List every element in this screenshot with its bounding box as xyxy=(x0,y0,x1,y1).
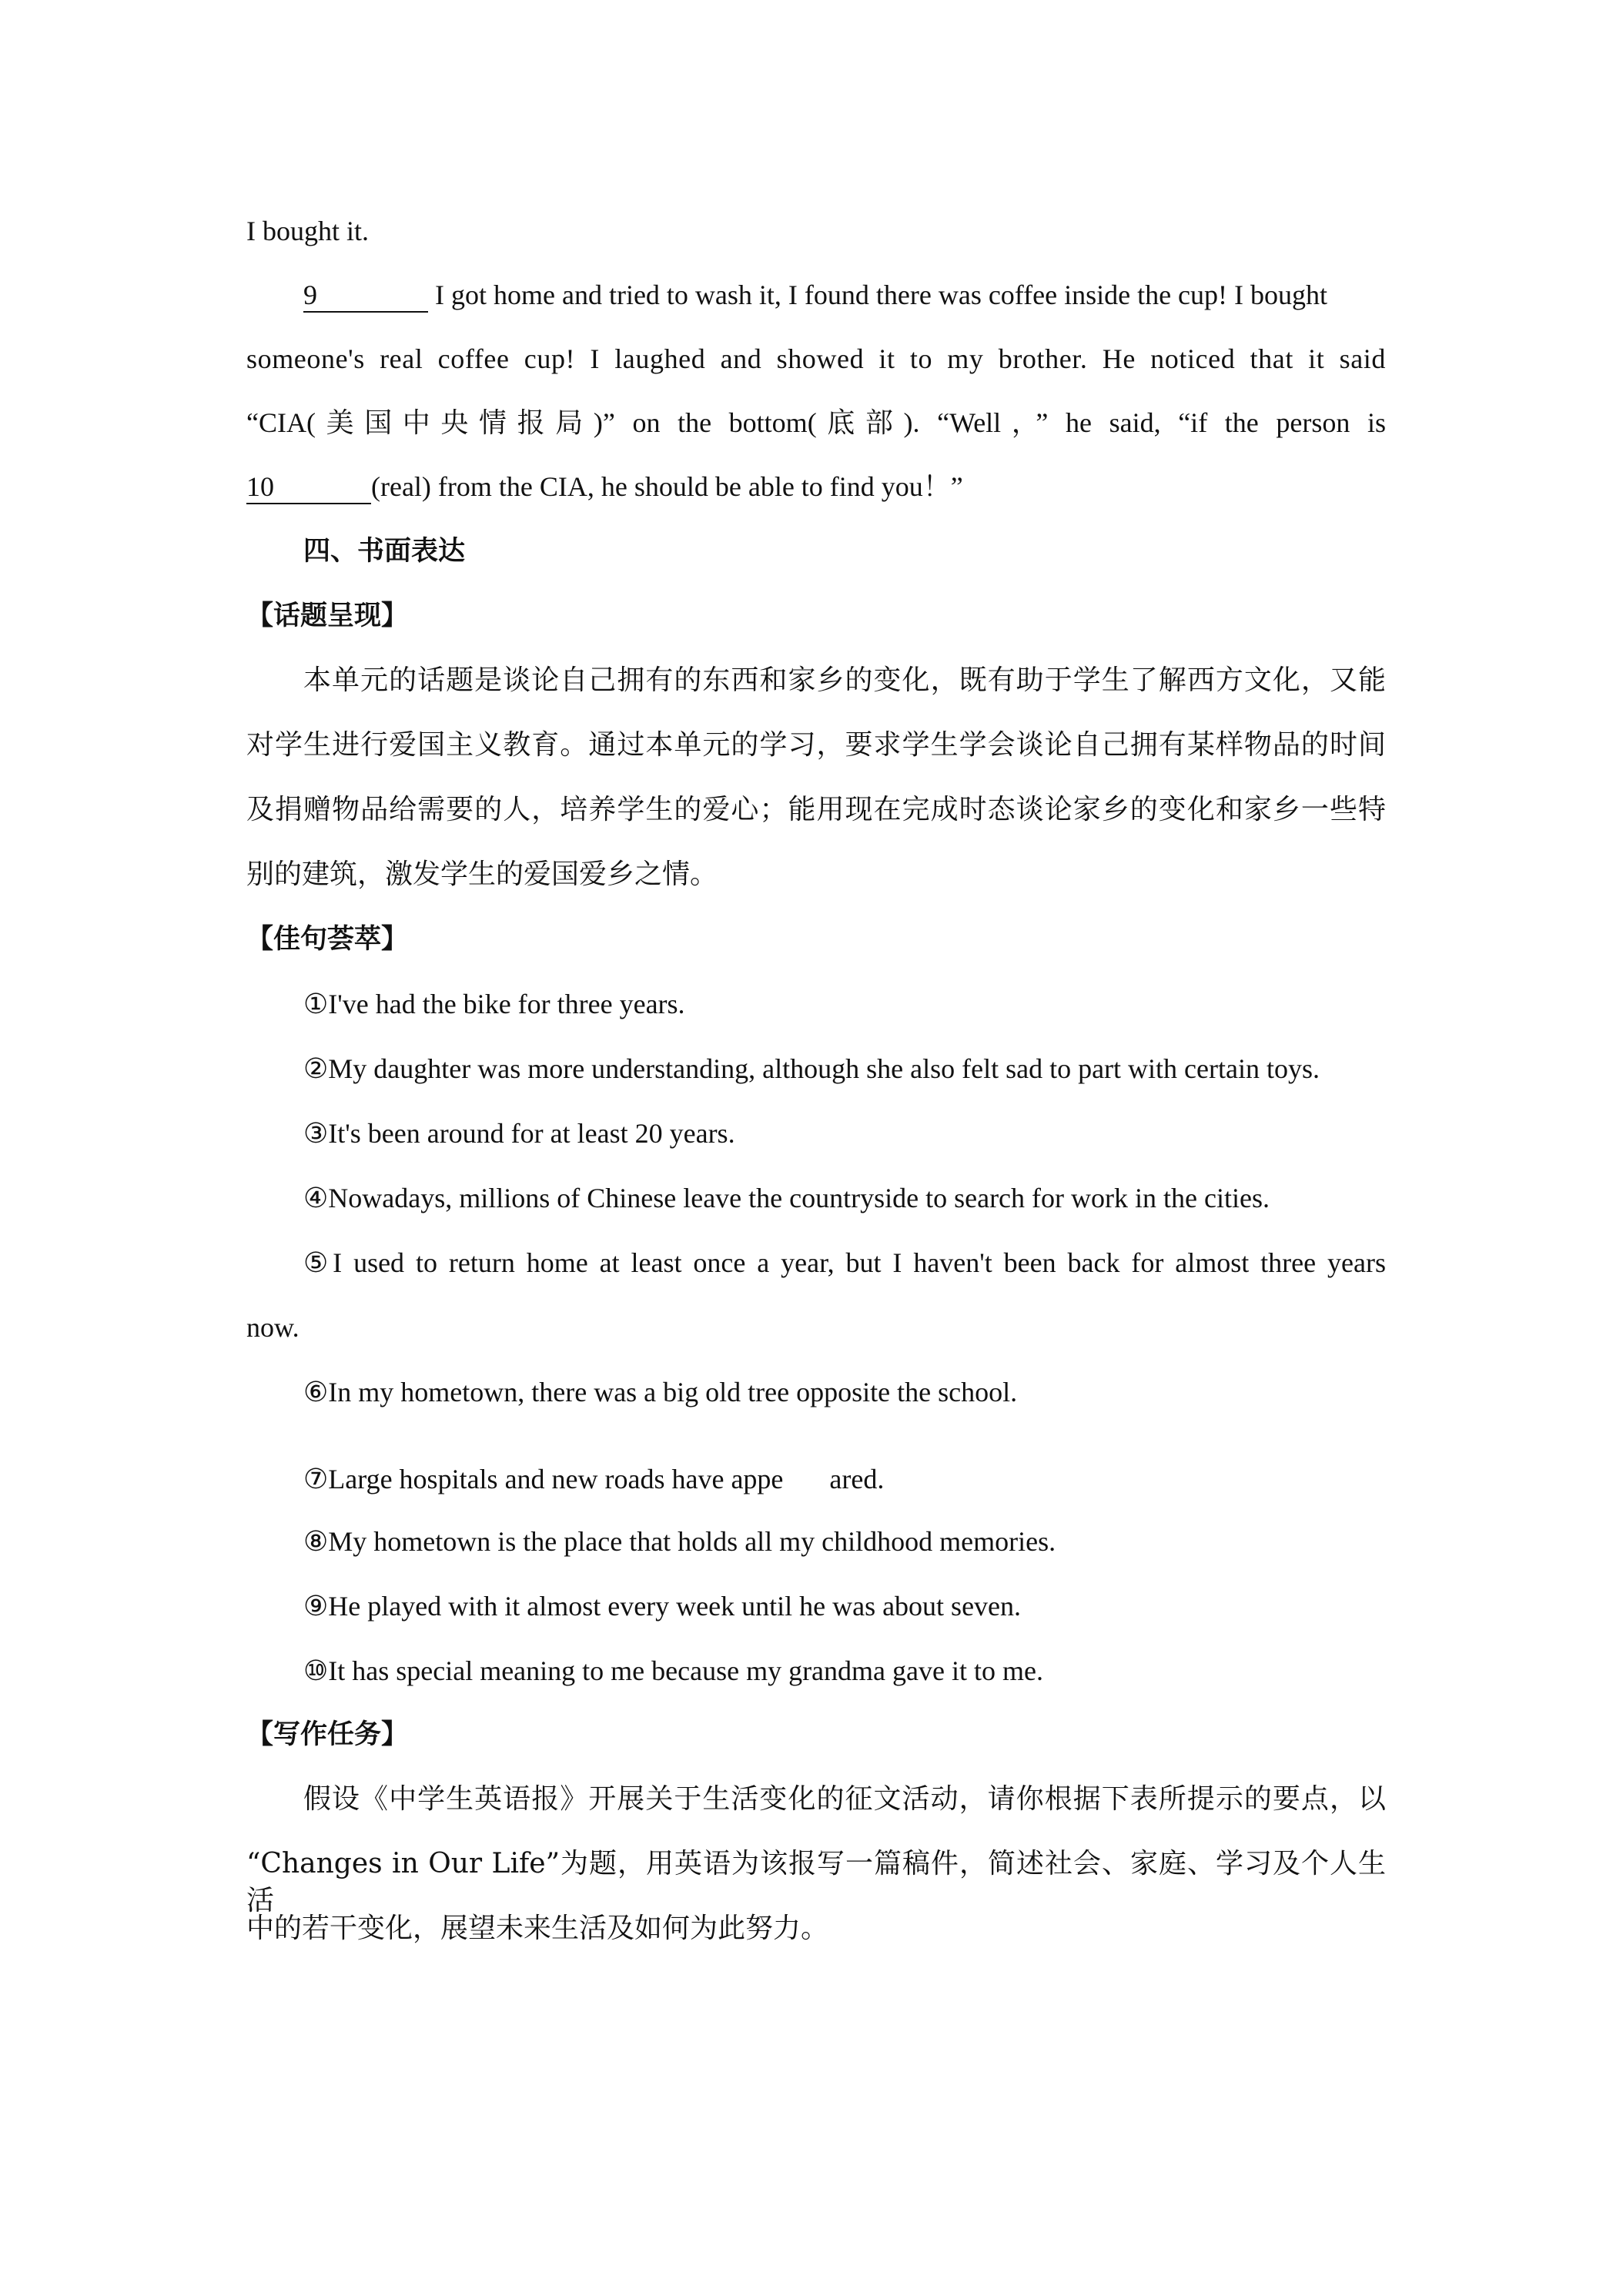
passage-line-2 xyxy=(303,276,1386,313)
sentence-3 xyxy=(303,1115,1386,1152)
question-9-blank[interactable] xyxy=(303,279,428,313)
sentence-text: ⑦Large hospitals and new roads have appe xyxy=(303,1464,784,1494)
topic-line-2 xyxy=(246,727,1386,764)
sentence-text: ⑨He played with it almost every week until he was about seven. xyxy=(303,1591,1022,1622)
sentence-8 xyxy=(303,1523,1386,1560)
sentence-text: ⑤I used to return home at least once a year, but I haven't been back for almost three years xyxy=(303,1247,1386,1278)
sentences-heading-text: 【佳句荟萃】 xyxy=(246,924,409,955)
topic-text: 别的建筑，激发学生的爱国爱乡之情。 xyxy=(246,858,718,890)
passage-text: (real) from the CIA, he should be able to find you！” xyxy=(371,471,963,502)
task-line-2 xyxy=(246,1846,1386,1919)
sentence-text: ⑥In my hometown, there was a big old tree opposite the school. xyxy=(303,1377,1018,1407)
sentence-2 xyxy=(303,1050,1386,1087)
sentence-1 xyxy=(303,986,1386,1022)
topic-line-4 xyxy=(246,856,1386,893)
task-heading xyxy=(246,1716,1386,1753)
passage-text: I bought it. xyxy=(246,216,369,246)
sentence-4 xyxy=(303,1180,1386,1217)
topic-text: 及捐赠物品给需要的人，培养学生的爱心；能用现在完成时态谈论家乡的变化和家乡一些特 xyxy=(246,794,1386,825)
task-text: “Changes in Our Life”为题，用英语为该报写一篇稿件，简述社会、家庭、学习及个人生活 xyxy=(246,1848,1386,1916)
sentence-5-line-2 xyxy=(246,1309,1386,1346)
passage-text: “CIA(美国中央情报局)” on the bottom(底部). “Well，” he said, “if the person is xyxy=(246,407,1386,438)
sentence-9 xyxy=(303,1588,1386,1625)
sentence-text: ⑧My hometown is the place that holds all my childhood memories. xyxy=(303,1526,1056,1557)
topic-heading-text: 【话题呈现】 xyxy=(246,601,409,631)
topic-line-1 xyxy=(303,662,1386,699)
sentence-7 xyxy=(303,1461,1386,1498)
sentence-text: ④Nowadays, millions of Chinese leave the countryside to search for work in the cities. xyxy=(303,1183,1270,1213)
task-line-1 xyxy=(303,1781,1386,1818)
sentence-text: ared. xyxy=(829,1464,885,1494)
task-heading-text: 【写作任务】 xyxy=(246,1719,409,1750)
topic-line-3 xyxy=(246,792,1386,828)
sentence-10 xyxy=(303,1652,1386,1689)
question-10-number: 10 xyxy=(246,471,274,502)
passage-line-5 xyxy=(246,468,1386,505)
sentence-5-line-1 xyxy=(303,1244,1386,1281)
section-4-title-text: 四、书面表达 xyxy=(303,536,466,567)
sentence-6 xyxy=(303,1374,1386,1411)
task-line-3 xyxy=(246,1910,1386,1947)
question-9-number: 9 xyxy=(303,279,317,310)
topic-heading xyxy=(246,597,1386,634)
sentences-heading xyxy=(246,921,1386,958)
sentence-text: ②My daughter was more understanding, although she also felt sad to part with certain toys. xyxy=(303,1053,1320,1084)
sentence-text: ①I've had the bike for three years. xyxy=(303,989,685,1019)
section-4-title xyxy=(303,533,1386,570)
topic-text: 对学生进行爱国主义教育。通过本单元的学习，要求学生学会谈论自己拥有某样物品的时间 xyxy=(246,729,1386,761)
passage-line-1 xyxy=(246,213,1386,249)
task-text: 中的若干变化，展望未来生活及如何为此努力。 xyxy=(246,1913,829,1944)
sentence-text: now. xyxy=(246,1312,300,1343)
sentence-text: ⑩It has special meaning to me because my grandma gave it to me. xyxy=(303,1655,1043,1686)
topic-text: 本单元的话题是谈论自己拥有的东西和家乡的变化，既有助于学生了解西方文化，又能 xyxy=(303,664,1386,696)
question-10-blank[interactable] xyxy=(246,470,371,504)
passage-text: someone's real coffee cup! I laughed and showed it to my brother. He noticed that it said xyxy=(246,343,1386,374)
task-text: 假设《中学生英语报》开展关于生活变化的征文活动，请你根据下表所提示的要点，以 xyxy=(303,1783,1386,1815)
passage-line-4 xyxy=(246,404,1386,441)
passage-line-3 xyxy=(246,340,1386,377)
passage-text: I got home and tried to wash it, I found there was coffee inside the cup! I bought xyxy=(428,279,1328,310)
sentence-text: ③It's been around for at least 20 years. xyxy=(303,1118,735,1149)
